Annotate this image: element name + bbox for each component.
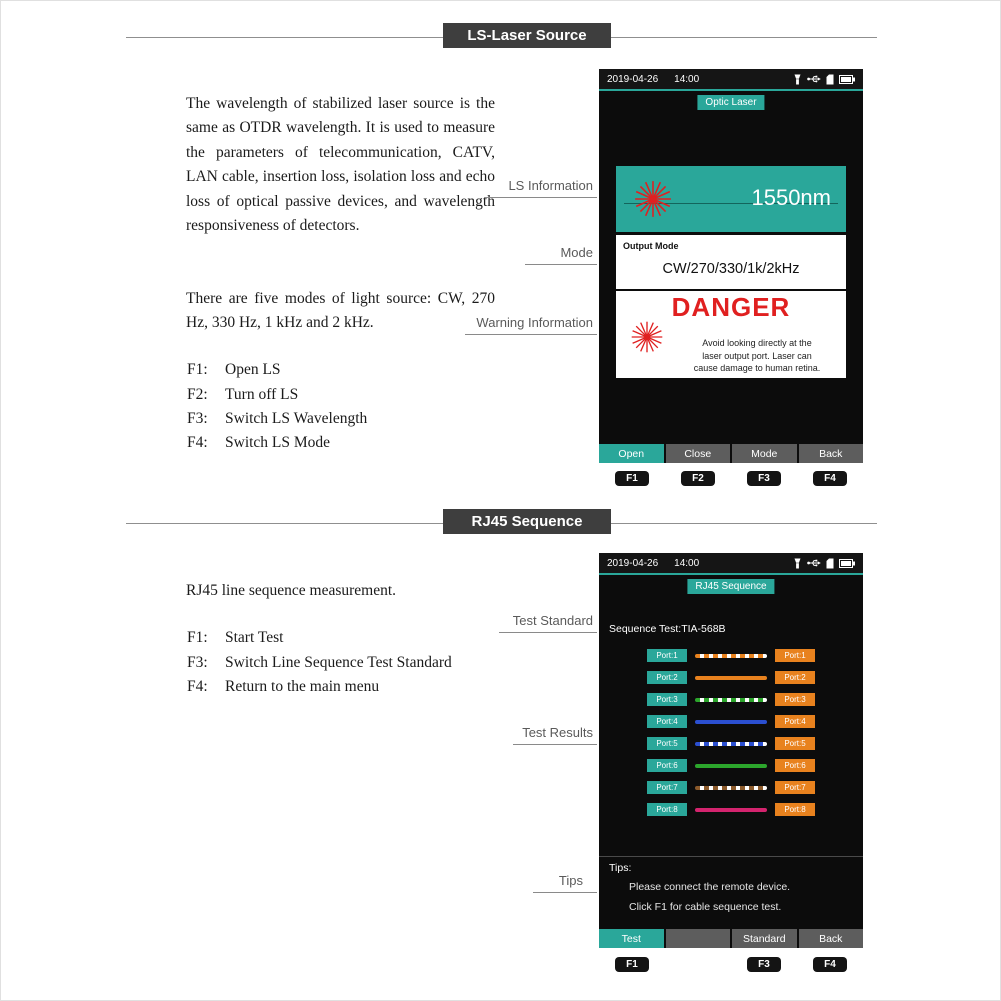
device-screen-rj45 bbox=[599, 553, 863, 948]
screen-title-badge: RJ45 Sequence bbox=[687, 579, 774, 594]
fkey-instruction-row bbox=[187, 626, 452, 650]
function-key-label: F3 bbox=[758, 959, 770, 970]
device-softkey-button[interactable] bbox=[799, 444, 864, 463]
remote-port-badge: Port:7 bbox=[775, 781, 815, 794]
wire-pattern bbox=[695, 786, 767, 790]
callout-warning-information: Warning Information bbox=[465, 315, 597, 335]
device-function-key[interactable] bbox=[813, 957, 847, 972]
status-date: 2019-04-26 bbox=[607, 557, 659, 569]
callout-mode: Mode bbox=[525, 245, 597, 265]
wire-pattern bbox=[695, 764, 767, 768]
port-row bbox=[647, 781, 815, 794]
output-mode-value: CW/270/330/1k/2kHz bbox=[662, 261, 800, 277]
local-port-badge: Port:5 bbox=[647, 737, 687, 750]
laser-star-icon bbox=[632, 178, 674, 220]
wire-pattern bbox=[695, 654, 767, 658]
remote-port-badge: Port:1 bbox=[775, 649, 815, 662]
remote-port-badge: Port:8 bbox=[775, 803, 815, 816]
ls-information-panel bbox=[616, 166, 846, 232]
fkey-description: Switch LS Wavelength bbox=[225, 409, 368, 427]
fkey-name: F4: bbox=[187, 677, 208, 695]
status-icons bbox=[793, 558, 855, 569]
sequence-test-standard: Sequence Test:TIA-568B bbox=[609, 623, 726, 635]
danger-warning-text bbox=[672, 337, 842, 375]
rj45-description-paragraph: RJ45 line sequence measurement. bbox=[186, 582, 397, 599]
tips-divider-line bbox=[599, 856, 863, 857]
sd-card-icon bbox=[826, 558, 834, 569]
callout-tips: Tips bbox=[533, 873, 597, 893]
tips-line: Please connect the remote device. bbox=[629, 881, 791, 893]
callout-test-results: Test Results bbox=[513, 725, 597, 745]
danger-title: DANGER bbox=[671, 292, 791, 322]
battery-icon bbox=[839, 75, 855, 84]
status-time: 14:00 bbox=[674, 73, 700, 85]
device-softkey-button[interactable] bbox=[732, 444, 797, 463]
output-mode-panel bbox=[616, 235, 846, 289]
port-row bbox=[647, 693, 815, 706]
device-function-key[interactable] bbox=[747, 957, 781, 972]
port-results-list bbox=[599, 649, 863, 816]
device-screen-laser bbox=[599, 69, 863, 463]
device-function-key[interactable] bbox=[615, 957, 649, 972]
sd-card-icon bbox=[826, 74, 834, 85]
screen-title-badge: Optic Laser bbox=[697, 95, 764, 110]
rj45-fkey-list bbox=[187, 626, 452, 699]
remote-port-badge: Port:6 bbox=[775, 759, 815, 772]
device-softkey-button[interactable] bbox=[599, 444, 664, 463]
usb-icon bbox=[807, 74, 821, 84]
softkey-label: Standard bbox=[742, 932, 786, 945]
wire-pattern bbox=[695, 676, 767, 680]
tips-title: Tips: bbox=[609, 862, 632, 874]
fkey-instruction-row bbox=[187, 407, 367, 431]
fkey-name: F4: bbox=[187, 434, 208, 452]
wavelength-value: 1550nm bbox=[751, 185, 831, 210]
remote-port-badge: Port:4 bbox=[775, 715, 815, 728]
softkey-label: Close bbox=[684, 447, 712, 460]
device-function-key[interactable] bbox=[813, 471, 847, 486]
fkey-description: Turn off LS bbox=[225, 385, 299, 403]
function-key-row-laser bbox=[599, 471, 863, 487]
softkey-bar bbox=[599, 444, 863, 463]
local-port-badge: Port:1 bbox=[647, 649, 687, 662]
light-icon bbox=[793, 74, 802, 85]
function-key-label: F2 bbox=[692, 473, 704, 484]
fkey-description: Switch Line Sequence Test Standard bbox=[225, 653, 452, 671]
fkey-instruction-row bbox=[187, 650, 452, 674]
light-icon bbox=[793, 558, 802, 569]
status-bar bbox=[599, 69, 863, 91]
laser-modes-paragraph: There are five modes of light source: CW, 270 Hz, 330 Hz, 1 kHz and 2 kHz. bbox=[186, 290, 495, 332]
function-key-label: F3 bbox=[758, 473, 770, 484]
fkey-description: Open LS bbox=[225, 361, 281, 379]
status-icons bbox=[793, 74, 855, 85]
fkey-instruction-row bbox=[187, 382, 367, 406]
wire-pattern bbox=[695, 720, 767, 724]
device-softkey-button[interactable] bbox=[799, 929, 864, 948]
port-row bbox=[647, 803, 815, 816]
remote-port-badge: Port:5 bbox=[775, 737, 815, 750]
softkey-label: Test bbox=[621, 932, 641, 945]
wire-pattern bbox=[695, 808, 767, 812]
status-date: 2019-04-26 bbox=[607, 73, 659, 85]
local-port-badge: Port:7 bbox=[647, 781, 687, 794]
device-function-key[interactable] bbox=[615, 471, 649, 486]
port-row bbox=[647, 715, 815, 728]
laser-description-paragraph: The wavelength of stabilized laser source is the same as OTDR wavelength. It is used to measure the parameters of telecommunication, CATV, LAN cable, insertion loss, isolation loss and echo loss of optical passive devices, and wavelength responsiveness of detectors. bbox=[186, 95, 495, 235]
danger-warning-line: cause damage to human retina. bbox=[693, 363, 821, 373]
softkey-bar bbox=[599, 929, 863, 948]
device-softkey-button[interactable] bbox=[732, 929, 797, 948]
fkey-instruction-row bbox=[187, 675, 452, 699]
port-row bbox=[647, 649, 815, 662]
local-port-badge: Port:3 bbox=[647, 693, 687, 706]
remote-port-badge: Port:2 bbox=[775, 671, 815, 684]
wire-pattern bbox=[695, 698, 767, 702]
callout-test-standard: Test Standard bbox=[499, 613, 597, 633]
danger-warning-panel bbox=[616, 291, 846, 378]
port-row bbox=[647, 737, 815, 750]
local-port-badge: Port:4 bbox=[647, 715, 687, 728]
fkey-name: F2: bbox=[187, 385, 208, 403]
function-key-label: F1 bbox=[626, 473, 638, 484]
softkey-label: Back bbox=[819, 447, 843, 460]
softkey-label: Back bbox=[819, 932, 843, 945]
usb-icon bbox=[807, 558, 821, 568]
device-function-key[interactable] bbox=[747, 471, 781, 486]
fkey-description: Start Test bbox=[225, 629, 284, 647]
danger-warning-line: Avoid looking directly at the bbox=[702, 338, 812, 348]
fkey-instruction-row bbox=[187, 358, 367, 382]
function-key-row-rj45 bbox=[599, 957, 863, 973]
device-function-key[interactable] bbox=[681, 471, 715, 486]
remote-port-badge: Port:3 bbox=[775, 693, 815, 706]
device-softkey-button[interactable] bbox=[599, 929, 664, 948]
port-row bbox=[647, 671, 815, 684]
fkey-description: Return to the main menu bbox=[225, 677, 380, 695]
section-title-laser: LS-Laser Source bbox=[443, 23, 611, 48]
function-key-label: F1 bbox=[626, 959, 638, 970]
laser-star-icon bbox=[629, 319, 665, 355]
fkey-description: Switch LS Mode bbox=[225, 434, 331, 452]
device-softkey-button[interactable] bbox=[666, 444, 731, 463]
local-port-badge: Port:6 bbox=[647, 759, 687, 772]
fkey-name: F3: bbox=[187, 653, 208, 671]
port-row bbox=[647, 759, 815, 772]
softkey-label: Open bbox=[618, 447, 645, 460]
local-port-badge: Port:2 bbox=[647, 671, 687, 684]
laser-fkey-list bbox=[187, 358, 367, 456]
wire-pattern bbox=[695, 742, 767, 746]
softkey-label: Mode bbox=[751, 447, 778, 460]
callout-ls-information: LS Information bbox=[485, 178, 597, 198]
fkey-name: F3: bbox=[187, 409, 208, 427]
danger-warning-line: laser output port. Laser can bbox=[702, 350, 812, 361]
fkey-instruction-row bbox=[187, 431, 367, 455]
status-bar bbox=[599, 553, 863, 575]
status-time: 14:00 bbox=[674, 557, 700, 569]
output-mode-label: Output Mode bbox=[623, 241, 679, 251]
local-port-badge: Port:8 bbox=[647, 803, 687, 816]
fkey-name: F1: bbox=[187, 361, 208, 379]
function-key-label: F4 bbox=[824, 473, 836, 484]
tips-line: Click F1 for cable sequence test. bbox=[629, 901, 782, 913]
fkey-name: F1: bbox=[187, 629, 208, 647]
device-softkey-button[interactable] bbox=[666, 929, 731, 948]
battery-icon bbox=[839, 559, 855, 568]
section-title-rj45: RJ45 Sequence bbox=[443, 509, 611, 534]
function-key-label: F4 bbox=[824, 959, 836, 970]
